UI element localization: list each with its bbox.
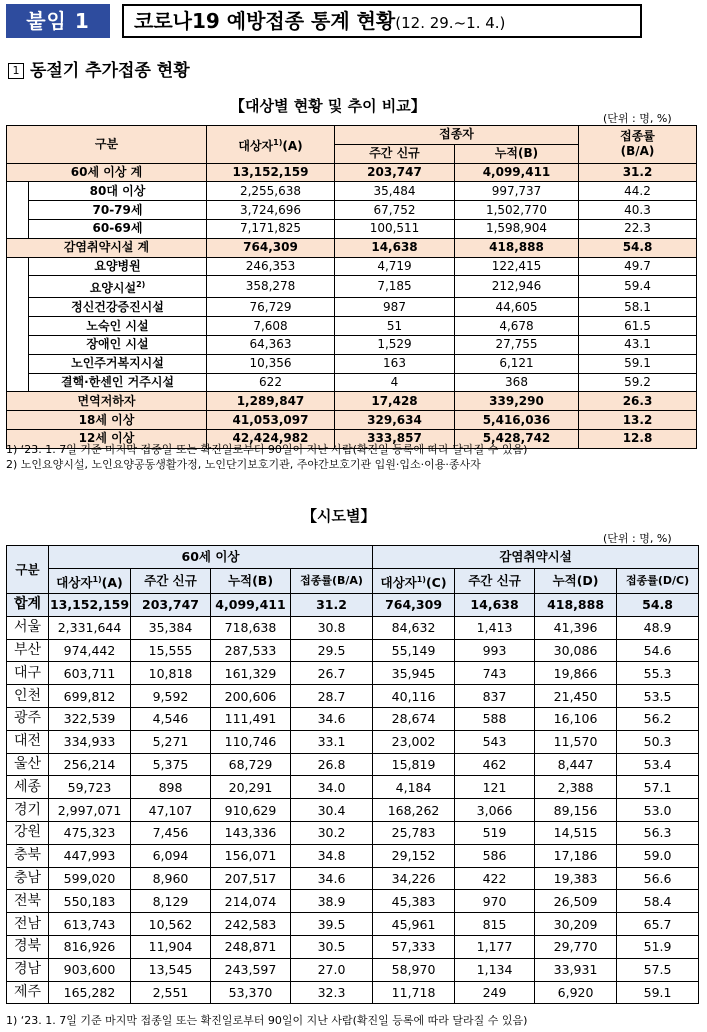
- table-row: 12세 이상 42,424,982 333,857 5,428,742 12.8: [7, 429, 697, 448]
- region-table: [6, 545, 699, 1004]
- table-row: [7, 730, 699, 753]
- value-cell: 26.7: [291, 662, 373, 685]
- region-cell: 대구: [7, 662, 49, 685]
- header-group-60plus: 60세 이상: [49, 546, 373, 569]
- value-cell: 34.8: [291, 844, 373, 867]
- value-cell: 45,383: [373, 890, 455, 913]
- value-cell: 28.7: [291, 685, 373, 708]
- value-cell: 38.9: [291, 890, 373, 913]
- region-cell: 전남: [7, 913, 49, 936]
- value-cell: 30.8: [291, 616, 373, 639]
- table-row: [7, 799, 699, 822]
- value-cell: 422: [455, 867, 535, 890]
- table-row: 70-79세 3,724,696 67,752 1,502,770 40.3: [7, 201, 697, 220]
- value-cell: 11,904: [131, 935, 211, 958]
- value-cell: 19,383: [535, 867, 617, 890]
- value-cell: 25,783: [373, 821, 455, 844]
- value-cell: 29,152: [373, 844, 455, 867]
- value-cell: 51.9: [617, 935, 699, 958]
- header-target-a: 대상자$^{1)}$(A): [49, 568, 131, 593]
- value-cell: 203,747: [131, 593, 211, 616]
- value-cell: 718,638: [211, 616, 291, 639]
- value-cell: 54.6: [617, 639, 699, 662]
- value-cell: 207,517: [211, 867, 291, 890]
- header-vaccinated: 접종자: [335, 126, 579, 145]
- header-rate-ba: 접종률(B/A): [291, 568, 373, 593]
- table-row: 60-69세 7,171,825 100,511 1,598,904 22.3: [7, 219, 697, 238]
- value-cell: 898: [131, 776, 211, 799]
- value-cell: 1,413: [455, 616, 535, 639]
- value-cell: 165,282: [49, 981, 131, 1004]
- value-cell: 34.0: [291, 776, 373, 799]
- table-row: 요양시설$^{2)}$ 358,278 7,185 212,946 59.4: [7, 276, 697, 298]
- value-cell: 32.3: [291, 981, 373, 1004]
- value-cell: 15,819: [373, 753, 455, 776]
- indent-spacer: [7, 257, 29, 392]
- value-cell: 30.2: [291, 821, 373, 844]
- value-cell: 10,818: [131, 662, 211, 685]
- table-row: [7, 662, 699, 685]
- table-row: [7, 639, 699, 662]
- value-cell: 45,961: [373, 913, 455, 936]
- value-cell: 54.8: [617, 593, 699, 616]
- value-cell: 543: [455, 730, 535, 753]
- value-cell: 9,592: [131, 685, 211, 708]
- table-row: 노숙인 시설 7,608 51 4,678 61.5: [7, 317, 697, 336]
- value-cell: 4,546: [131, 707, 211, 730]
- value-cell: 47,107: [131, 799, 211, 822]
- value-cell: 475,323: [49, 821, 131, 844]
- section-marker: 1: [8, 63, 24, 79]
- value-cell: 59.1: [617, 981, 699, 1004]
- section-heading: [8, 56, 190, 81]
- value-cell: 40,116: [373, 685, 455, 708]
- header-cumulative: 누적(B): [455, 144, 579, 163]
- region-cell: 강원: [7, 821, 49, 844]
- table-row: [7, 707, 699, 730]
- title-text: 코로나19 예방접종 통계 현황: [134, 9, 396, 33]
- value-cell: 5,375: [131, 753, 211, 776]
- table1-title: 【대상별 현황 및 추이 비교】: [230, 97, 426, 115]
- region-cell: 합계: [7, 593, 49, 616]
- value-cell: 815: [455, 913, 535, 936]
- table-row: [7, 935, 699, 958]
- table-row: 요양병원 246,353 4,719 122,415 49.7: [7, 257, 697, 276]
- value-cell: 10,562: [131, 913, 211, 936]
- value-cell: 8,447: [535, 753, 617, 776]
- table1-unit: (단위 : 명, %): [603, 112, 672, 125]
- region-cell: 경남: [7, 958, 49, 981]
- value-cell: 34.6: [291, 867, 373, 890]
- value-cell: 15,555: [131, 639, 211, 662]
- value-cell: 56.3: [617, 821, 699, 844]
- value-cell: 58.4: [617, 890, 699, 913]
- value-cell: 29.5: [291, 639, 373, 662]
- value-cell: 764,309: [373, 593, 455, 616]
- value-cell: 200,606: [211, 685, 291, 708]
- table-row: [7, 776, 699, 799]
- value-cell: 13,152,159: [49, 593, 131, 616]
- value-cell: 447,993: [49, 844, 131, 867]
- value-cell: 59.0: [617, 844, 699, 867]
- value-cell: 50.3: [617, 730, 699, 753]
- value-cell: 743: [455, 662, 535, 685]
- table-row: [7, 867, 699, 890]
- value-cell: 599,020: [49, 867, 131, 890]
- table-row: 노인주거복지시설 10,356 163 6,121 59.1: [7, 354, 697, 373]
- value-cell: 121: [455, 776, 535, 799]
- value-cell: 462: [455, 753, 535, 776]
- value-cell: 14,638: [455, 593, 535, 616]
- region-cell: 광주: [7, 707, 49, 730]
- value-cell: 33,931: [535, 958, 617, 981]
- table-row: [7, 958, 699, 981]
- header-rate: 접종률 (B/A): [579, 126, 697, 164]
- value-cell: 970: [455, 890, 535, 913]
- table-row: [7, 616, 699, 639]
- region-cell: 충남: [7, 867, 49, 890]
- value-cell: 816,926: [49, 935, 131, 958]
- value-cell: 156,071: [211, 844, 291, 867]
- value-cell: 41,396: [535, 616, 617, 639]
- header-target-c: 대상자$^{1)}$(C): [373, 568, 455, 593]
- region-cell: 대전: [7, 730, 49, 753]
- indent-spacer: [7, 182, 29, 238]
- value-cell: 21,450: [535, 685, 617, 708]
- table-row: [7, 844, 699, 867]
- value-cell: 57.5: [617, 958, 699, 981]
- value-cell: 56.6: [617, 867, 699, 890]
- value-cell: 334,933: [49, 730, 131, 753]
- table-row: 감염취약시설 계 764,309 14,638 418,888 54.8: [7, 238, 697, 257]
- region-cell: 부산: [7, 639, 49, 662]
- page-header: [6, 4, 696, 38]
- value-cell: 28,674: [373, 707, 455, 730]
- value-cell: 35,945: [373, 662, 455, 685]
- table-row: [7, 753, 699, 776]
- header-category: 구분: [7, 126, 207, 164]
- value-cell: 53.4: [617, 753, 699, 776]
- value-cell: 5,271: [131, 730, 211, 753]
- value-cell: 65.7: [617, 913, 699, 936]
- value-cell: 23,002: [373, 730, 455, 753]
- value-cell: 20,291: [211, 776, 291, 799]
- value-cell: 1,177: [455, 935, 535, 958]
- table-row: [7, 821, 699, 844]
- value-cell: 29,770: [535, 935, 617, 958]
- value-cell: 4,184: [373, 776, 455, 799]
- value-cell: 30,209: [535, 913, 617, 936]
- table-row: [7, 913, 699, 936]
- value-cell: 17,186: [535, 844, 617, 867]
- value-cell: 111,491: [211, 707, 291, 730]
- value-cell: 6,094: [131, 844, 211, 867]
- table-row: 60세 이상 계 13,152,159 203,747 4,099,411 31.2: [7, 163, 697, 182]
- value-cell: 84,632: [373, 616, 455, 639]
- table1-note-1: 1) ‘23. 1. 7일 기준 마지막 접종일 또는 확진일로부터 90일이 지난 사람(확진일 등록에 따라 달라질 수 있음): [6, 443, 528, 456]
- value-cell: 57,333: [373, 935, 455, 958]
- value-cell: 35,384: [131, 616, 211, 639]
- section-title: 동절기 추가접종 현황: [30, 61, 190, 81]
- value-cell: 550,183: [49, 890, 131, 913]
- value-cell: 53.5: [617, 685, 699, 708]
- value-cell: 30,086: [535, 639, 617, 662]
- value-cell: 322,539: [49, 707, 131, 730]
- value-cell: 68,729: [211, 753, 291, 776]
- value-cell: 56.2: [617, 707, 699, 730]
- table-row: 결핵·한센인 거주시설 622 4 368 59.2: [7, 373, 697, 392]
- table-row: 장애인 시설 64,363 1,529 27,755 43.1: [7, 335, 697, 354]
- value-cell: 55.3: [617, 662, 699, 685]
- value-cell: 248,871: [211, 935, 291, 958]
- value-cell: 519: [455, 821, 535, 844]
- value-cell: 243,597: [211, 958, 291, 981]
- value-cell: 8,960: [131, 867, 211, 890]
- value-cell: 53.0: [617, 799, 699, 822]
- value-cell: 26.8: [291, 753, 373, 776]
- region-cell: 충북: [7, 844, 49, 867]
- table1-note-2: 2) 노인요양시설, 노인요양공동생활가정, 노인단기보호기관, 주야간보호기관 입원·입소·이용·종사자: [6, 458, 481, 471]
- region-cell: 서울: [7, 616, 49, 639]
- header-weekly: 주간 신규: [131, 568, 211, 593]
- value-cell: 11,570: [535, 730, 617, 753]
- region-cell: 울산: [7, 753, 49, 776]
- value-cell: 418,888: [535, 593, 617, 616]
- value-cell: 27.0: [291, 958, 373, 981]
- table-row: 18세 이상 41,053,097 329,634 5,416,036 13.2: [7, 411, 697, 430]
- region-cell: 경북: [7, 935, 49, 958]
- region-cell: 제주: [7, 981, 49, 1004]
- table2-note: 1) ‘23. 1. 7일 기준 마지막 접종일 또는 확진일로부터 90일이 지난 사람(확진일 등록에 따라 달라질 수 있음): [6, 1014, 528, 1027]
- value-cell: 613,743: [49, 913, 131, 936]
- value-cell: 14,515: [535, 821, 617, 844]
- table-row: [7, 981, 699, 1004]
- header-rate-dc: 접종률(D/C): [617, 568, 699, 593]
- value-cell: 2,997,071: [49, 799, 131, 822]
- value-cell: 6,920: [535, 981, 617, 1004]
- value-cell: 249: [455, 981, 535, 1004]
- header-cum-b: 누적(B): [211, 568, 291, 593]
- value-cell: 33.1: [291, 730, 373, 753]
- value-cell: 11,718: [373, 981, 455, 1004]
- value-cell: 57.1: [617, 776, 699, 799]
- header-cum-d: 누적(D): [535, 568, 617, 593]
- value-cell: 16,106: [535, 707, 617, 730]
- value-cell: 7,456: [131, 821, 211, 844]
- table-row: 면역저하자 1,289,847 17,428 339,290 26.3: [7, 392, 697, 411]
- title-dates: (12. 29.~1. 4.): [395, 14, 506, 32]
- header-group-facilities: 감염취약시설: [373, 546, 699, 569]
- value-cell: 603,711: [49, 662, 131, 685]
- header-weekly: 주간 신규: [335, 144, 455, 163]
- target-table: [6, 125, 697, 449]
- value-cell: 242,583: [211, 913, 291, 936]
- value-cell: 3,066: [455, 799, 535, 822]
- value-cell: 55,149: [373, 639, 455, 662]
- value-cell: 161,329: [211, 662, 291, 685]
- value-cell: 1,134: [455, 958, 535, 981]
- value-cell: 19,866: [535, 662, 617, 685]
- value-cell: 26,509: [535, 890, 617, 913]
- value-cell: 89,156: [535, 799, 617, 822]
- value-cell: 588: [455, 707, 535, 730]
- total-row: [7, 593, 699, 616]
- value-cell: 4,099,411: [211, 593, 291, 616]
- region-cell: 경기: [7, 799, 49, 822]
- page-title: [122, 4, 642, 38]
- value-cell: 8,129: [131, 890, 211, 913]
- value-cell: 256,214: [49, 753, 131, 776]
- region-cell: 인천: [7, 685, 49, 708]
- region-cell: 전북: [7, 890, 49, 913]
- value-cell: 974,442: [49, 639, 131, 662]
- value-cell: 287,533: [211, 639, 291, 662]
- value-cell: 837: [455, 685, 535, 708]
- value-cell: 586: [455, 844, 535, 867]
- header-category: 구분: [7, 546, 49, 594]
- attachment-badge: 붙임 1: [6, 4, 110, 38]
- value-cell: 903,600: [49, 958, 131, 981]
- header-weekly-2: 주간 신규: [455, 568, 535, 593]
- value-cell: 2,388: [535, 776, 617, 799]
- value-cell: 110,746: [211, 730, 291, 753]
- value-cell: 30.4: [291, 799, 373, 822]
- table-row: 정신건강증진시설 76,729 987 44,605 58.1: [7, 298, 697, 317]
- value-cell: 699,812: [49, 685, 131, 708]
- value-cell: 53,370: [211, 981, 291, 1004]
- value-cell: 59,723: [49, 776, 131, 799]
- value-cell: 39.5: [291, 913, 373, 936]
- value-cell: 31.2: [291, 593, 373, 616]
- value-cell: 34.6: [291, 707, 373, 730]
- value-cell: 30.5: [291, 935, 373, 958]
- table2-title: 【시도별】: [302, 507, 376, 525]
- table2-unit: (단위 : 명, %): [603, 532, 672, 545]
- table-row: [7, 890, 699, 913]
- value-cell: 168,262: [373, 799, 455, 822]
- value-cell: 48.9: [617, 616, 699, 639]
- value-cell: 143,336: [211, 821, 291, 844]
- table-row: 80대 이상 2,255,638 35,484 997,737 44.2: [7, 182, 697, 201]
- header-target: 대상자$^{1)}$(A): [207, 126, 335, 164]
- value-cell: 2,331,644: [49, 616, 131, 639]
- value-cell: 34,226: [373, 867, 455, 890]
- value-cell: 58,970: [373, 958, 455, 981]
- value-cell: 910,629: [211, 799, 291, 822]
- value-cell: 2,551: [131, 981, 211, 1004]
- value-cell: 13,545: [131, 958, 211, 981]
- region-cell: 세종: [7, 776, 49, 799]
- table-row: [7, 685, 699, 708]
- value-cell: 993: [455, 639, 535, 662]
- value-cell: 214,074: [211, 890, 291, 913]
